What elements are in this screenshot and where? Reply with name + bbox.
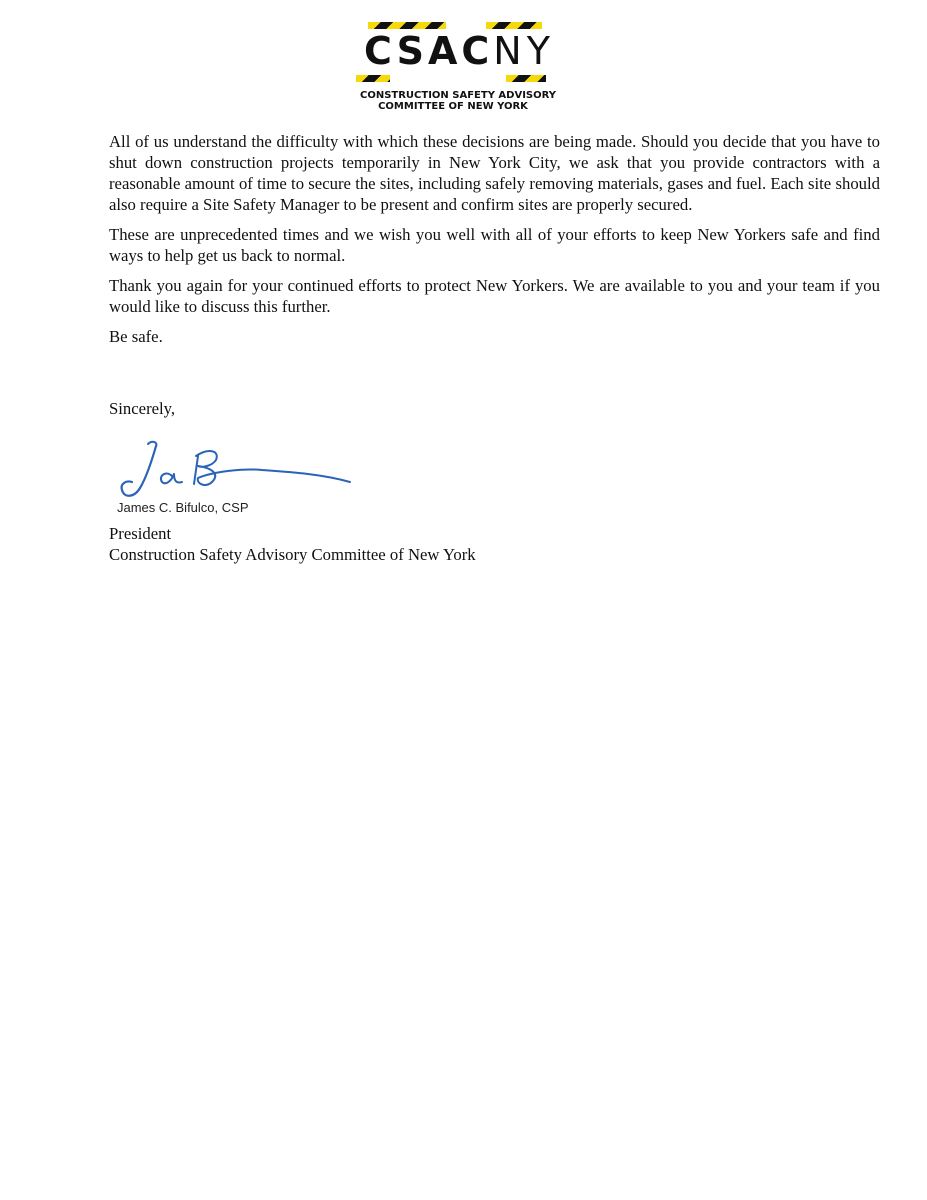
closing-salutation: Sincerely, [109,399,176,418]
letter-body [109,131,880,356]
letter-paragraph: All of us understand the difficulty with which these decisions are being made. Should you decide that you have to shut down construction projects temporarily in New York City, we ask that you provide contractors with a reasonable amount of time to secure the sites, including safely removing materials, gases and fuel. Each site should also require a Site Safety Manager to be present and confirm sites are properly secured. [109,132,880,214]
hazard-stripe [506,75,546,82]
logo-tagline-line1: CONSTRUCTION SAFETY ADVISORY [360,90,557,101]
signer-organization: Construction Safety Advisory Committee of New York [109,545,476,564]
letter-paragraph: These are unprecedented times and we wish you well with all of your efforts to keep New Yorkers safe and find ways to help get us back to normal. [109,225,880,265]
logo-tagline-line2: COMMITTEE OF NEW YORK [378,101,528,112]
letter-paragraph: Be safe. [109,327,163,346]
signature-stroke [122,446,156,496]
letter-paragraph: Thank you again for your continued efforts to protect New Yorkers. We are available to you and your team if you would like to discuss this further. [109,276,880,316]
hazard-stripe [486,22,542,29]
signer-title: President [109,524,172,543]
signature-stroke [161,474,182,484]
typed-signer-name: James C. Bifulco, CSP [117,500,249,515]
signature-stroke [196,451,350,485]
handwritten-signature [112,438,362,500]
hazard-stripe [356,75,390,82]
csacny-logo [356,22,556,114]
logo-mark-suffix: NY [493,29,555,73]
logo-wordmark [364,29,555,73]
logo-mark: CSAC [364,29,494,73]
hazard-stripe [368,22,446,29]
